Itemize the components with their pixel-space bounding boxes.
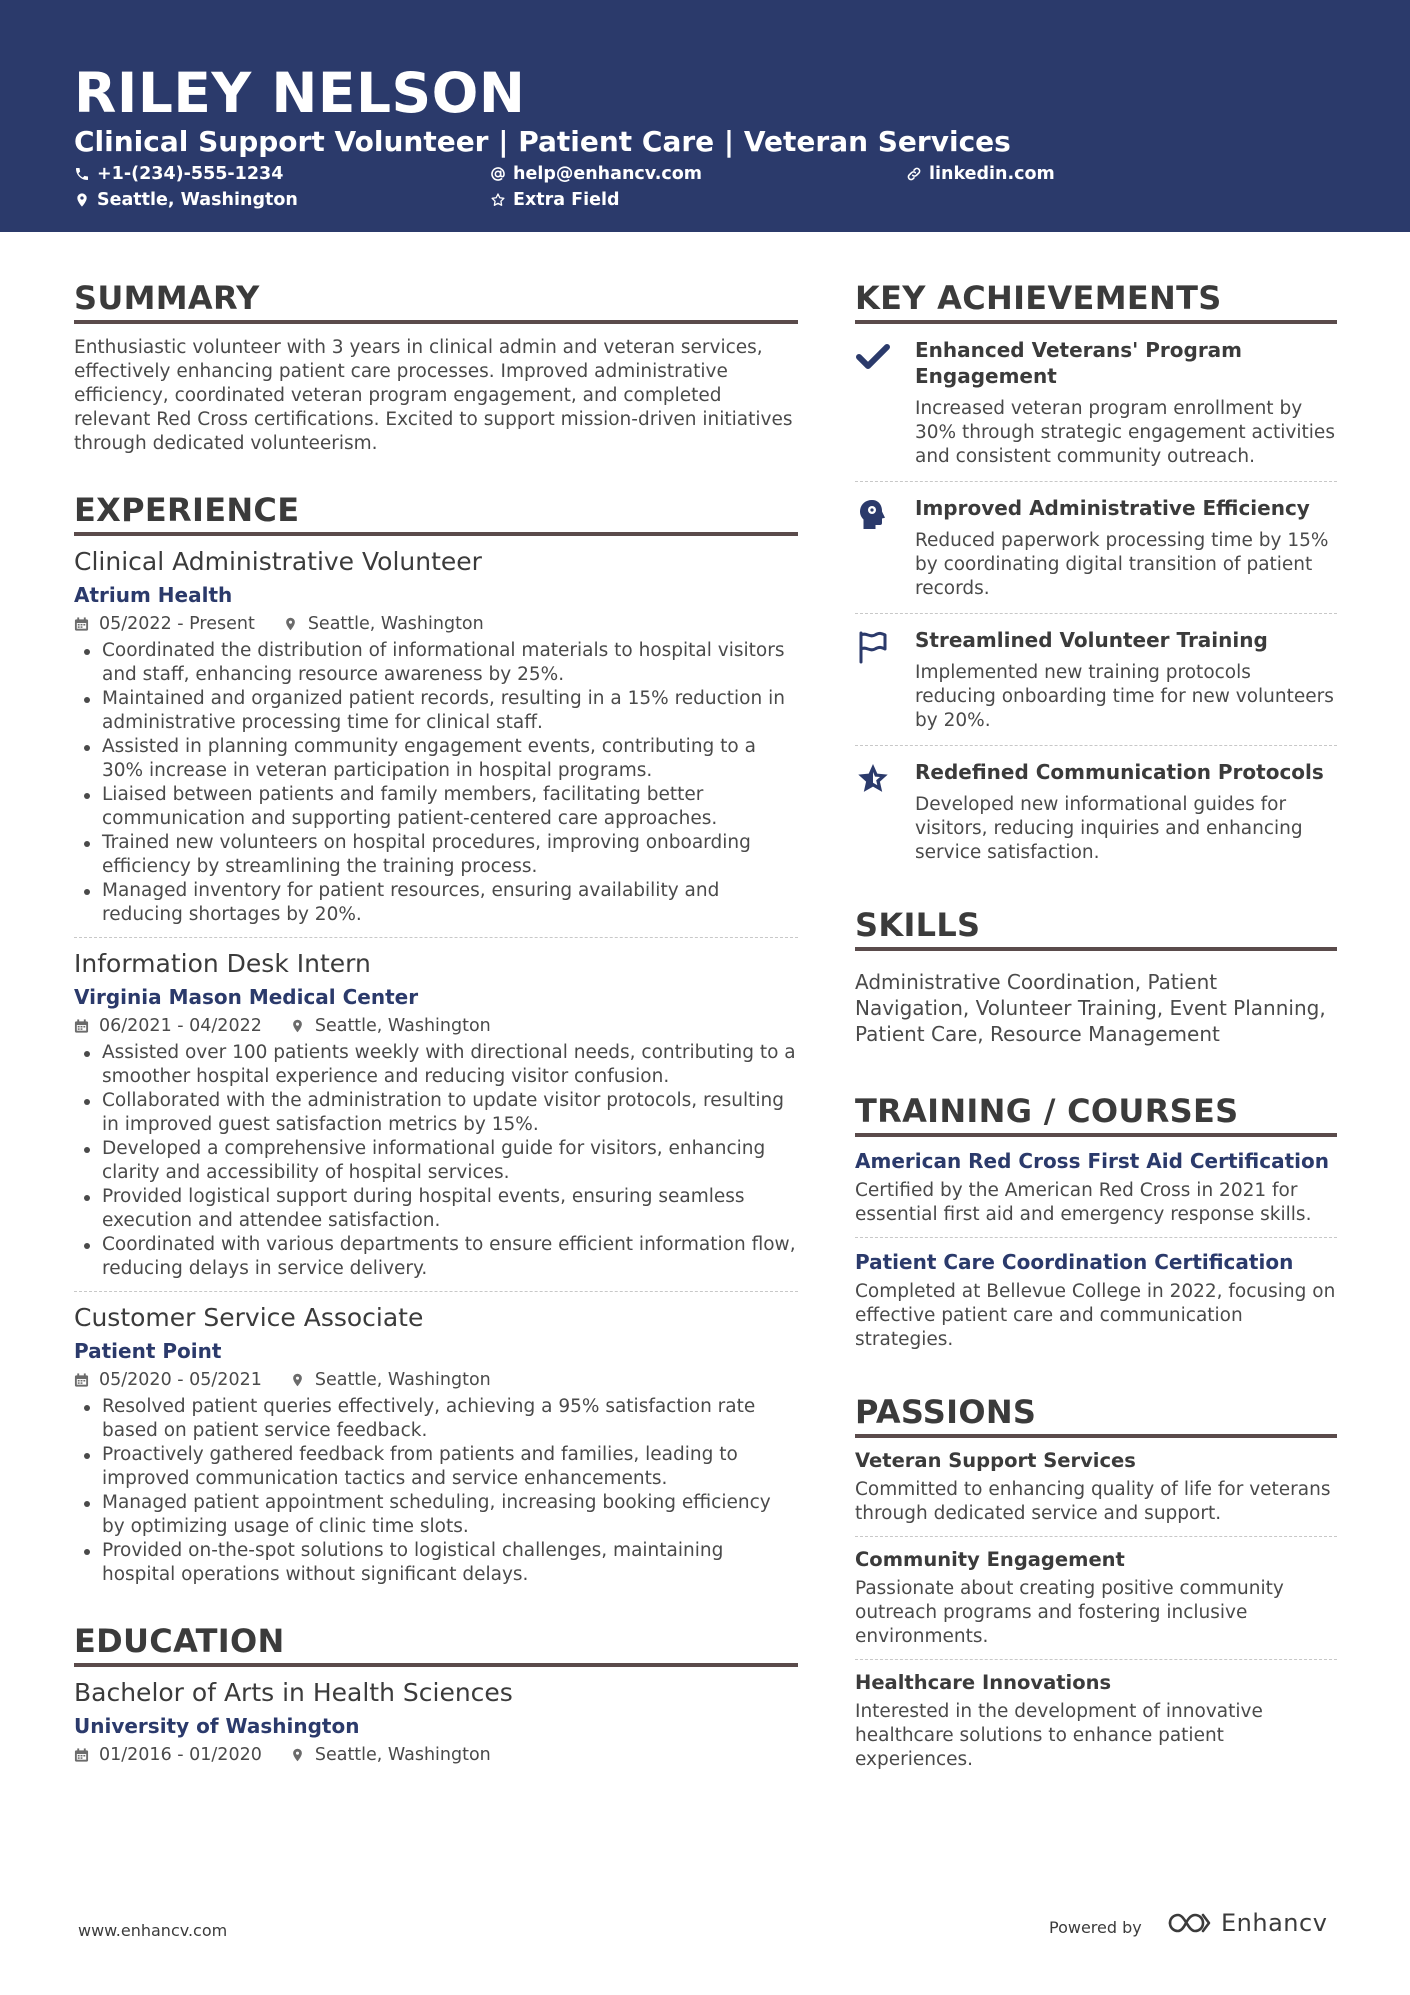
passion-title: Community Engagement	[855, 1548, 1125, 1571]
education-item	[74, 1667, 798, 1778]
passion-desc: Committed to enhancing quality of life for veterans through dedicated service and support.	[855, 1479, 1331, 1524]
calendar-icon	[74, 1372, 89, 1388]
passion-desc: Passionate about creating positive community outreach programs and fostering inclusive environments.	[855, 1578, 1284, 1647]
job-company: Virginia Mason Medical Center	[74, 985, 419, 1009]
resume-header	[0, 0, 1410, 232]
contact-email[interactable]	[490, 162, 702, 186]
skills-text: Administrative Coordination, Patient Navigation, Volunteer Training, Event Planning, Patient Care, Resource Management	[855, 970, 1326, 1046]
achievement-title: Redefined Communication Protocols	[915, 760, 1324, 784]
job-bullets	[74, 1395, 798, 1587]
job-bullet: Assisted in planning community engagement events, contributing to a 30% increase in veteran participation in hospital programs.	[74, 735, 798, 783]
checkmark-icon	[855, 339, 891, 375]
achievement-title: Improved Administrative Efficiency	[915, 496, 1310, 520]
job-bullets	[74, 639, 798, 927]
job-bullet: Developed a comprehensive informational guide for visitors, enhancing clarity and accessibility of hospital services.	[74, 1137, 798, 1185]
star-outline-icon	[490, 192, 506, 208]
achievement-desc: Implemented new training protocols reducing onboarding time for new volunteers by 20%.	[915, 662, 1334, 731]
contact-linkedin[interactable]	[906, 162, 1055, 186]
achievement-desc: Developed new informational guides for visitors, reducing inquiries and enhancing service satisfaction.	[915, 794, 1303, 863]
education-school: University of Washington	[74, 1714, 360, 1738]
education-degree: Bachelor of Arts in Health Sciences	[74, 1678, 513, 1707]
passion-desc: Interested in the development of innovative healthcare solutions to enhance patient experiences.	[855, 1701, 1263, 1770]
job-location: Seattle, Washington	[307, 614, 484, 634]
job-meta	[74, 1013, 798, 1039]
contact-linkedin-text: linkedin.com	[929, 164, 1055, 184]
achievement-item	[855, 613, 1337, 745]
experience-section	[74, 490, 798, 1597]
job-dates: 05/2022 - Present	[99, 614, 255, 634]
head-profile-icon	[855, 497, 891, 533]
achievement-title: Streamlined Volunteer Training	[915, 628, 1268, 652]
enhancv-brand-text: Enhancv	[1221, 1909, 1328, 1937]
job-bullet: Provided logistical support during hospital events, ensuring seamless execution and attendee satisfaction.	[74, 1185, 798, 1233]
achievement-item	[855, 745, 1337, 877]
contact-location-text: Seattle, Washington	[97, 190, 298, 210]
contact-extra	[490, 188, 620, 212]
right-column	[855, 278, 1337, 1782]
contact-email-text: help@enhancv.com	[513, 164, 703, 184]
contact-phone[interactable]	[74, 162, 283, 186]
experience-item	[74, 937, 798, 1291]
training-heading: TRAINING / COURSES	[855, 1091, 1337, 1137]
candidate-name: RILEY NELSON	[74, 61, 526, 125]
location-pin-icon	[74, 192, 90, 208]
summary-heading: SUMMARY	[74, 278, 798, 324]
training-title: Patient Care Coordination Certification	[855, 1250, 1294, 1274]
achievements-heading: KEY ACHIEVEMENTS	[855, 278, 1337, 324]
passion-item	[855, 1659, 1337, 1782]
contact-phone-text: +1-(234)-555-1234	[97, 164, 284, 184]
calendar-icon	[74, 1018, 89, 1034]
contact-extra-text: Extra Field	[513, 190, 620, 210]
job-location: Seattle, Washington	[314, 1016, 491, 1036]
passion-item	[855, 1438, 1337, 1536]
enhancv-logo-icon	[1167, 1909, 1213, 1937]
achievements-section	[855, 278, 1337, 877]
flag-icon	[855, 629, 891, 665]
job-bullet: Assisted over 100 patients weekly with directional needs, contributing to a smoother hospital experience and reducing visitor confusion.	[74, 1041, 798, 1089]
achievement-item	[855, 324, 1337, 481]
job-bullet: Liaised between patients and family members, facilitating better communication and supporting patient-centered care approaches.	[74, 783, 798, 831]
location-pin-icon	[290, 1018, 305, 1034]
job-title: Clinical Administrative Volunteer	[74, 547, 482, 576]
phone-icon	[74, 166, 90, 182]
summary-section	[74, 278, 798, 456]
job-title: Customer Service Associate	[74, 1303, 424, 1332]
job-dates: 05/2020 - 05/2021	[99, 1370, 262, 1390]
passion-title: Veteran Support Services	[855, 1449, 1136, 1472]
job-location: Seattle, Washington	[314, 1370, 491, 1390]
job-bullet: Collaborated with the administration to update visitor protocols, resulting in improved guest satisfaction metrics by 15%.	[74, 1089, 798, 1137]
achievement-title: Enhanced Veterans' Program Engagement	[915, 338, 1243, 388]
location-pin-icon	[283, 616, 298, 632]
education-dates: 01/2016 - 01/2020	[99, 1745, 262, 1765]
star-icon	[855, 761, 891, 797]
job-company: Atrium Health	[74, 583, 233, 607]
education-heading: EDUCATION	[74, 1621, 798, 1667]
achievement-desc: Reduced paperwork processing time by 15% by coordinating digital transition of patient records.	[915, 530, 1329, 599]
job-bullet: Coordinated with various departments to ensure efficient information flow, reducing delays in service delivery.	[74, 1233, 798, 1281]
job-title: Information Desk Intern	[74, 949, 371, 978]
experience-item	[74, 1291, 798, 1597]
education-meta	[74, 1742, 798, 1768]
experience-item	[74, 536, 798, 937]
footer-website[interactable]: www.enhancv.com	[78, 1921, 228, 1940]
passion-item	[855, 1536, 1337, 1659]
contact-location	[74, 188, 298, 212]
job-bullets	[74, 1041, 798, 1281]
passion-title: Healthcare Innovations	[855, 1671, 1112, 1694]
experience-heading: EXPERIENCE	[74, 490, 798, 536]
training-item	[855, 1137, 1337, 1237]
skills-heading: SKILLS	[855, 905, 1337, 951]
left-column	[74, 278, 798, 1778]
calendar-icon	[74, 1747, 89, 1763]
training-desc: Completed at Bellevue College in 2022, focusing on effective patient care and communication strategies.	[855, 1281, 1336, 1350]
candidate-title: Clinical Support Volunteer | Patient Care | Veteran Services	[74, 125, 1011, 158]
achievement-item	[855, 481, 1337, 613]
passions-section	[855, 1392, 1337, 1782]
at-icon	[490, 166, 506, 182]
summary-text: Enthusiastic volunteer with 3 years in clinical admin and veteran services, effectively enhancing patient care processes. Improved administrative efficiency, coordinated veteran program engagement, and completed relevant Red Cross certifications. Excited to support mission-driven initiatives through dedicated volunteerism.	[74, 337, 793, 454]
achievement-desc: Increased veteran program enrollment by 30% through strategic engagement activities and consistent community outreach.	[915, 398, 1335, 467]
job-bullet: Coordinated the distribution of informational materials to hospital visitors and staff, enhancing resource awareness by 25%.	[74, 639, 798, 687]
job-meta	[74, 1367, 798, 1393]
skills-section	[855, 905, 1337, 1047]
job-bullet: Trained new volunteers on hospital procedures, improving onboarding efficiency by streamlining the training process.	[74, 831, 798, 879]
training-desc: Certified by the American Red Cross in 2021 for essential first aid and emergency response skills.	[855, 1180, 1312, 1225]
education-location: Seattle, Washington	[314, 1745, 491, 1765]
job-bullet: Resolved patient queries effectively, achieving a 95% satisfaction rate based on patient service feedback.	[74, 1395, 798, 1443]
job-dates: 06/2021 - 04/2022	[99, 1016, 262, 1036]
job-bullet: Provided on-the-spot solutions to logistical challenges, maintaining hospital operations without significant delays.	[74, 1539, 798, 1587]
job-meta	[74, 611, 798, 637]
job-bullet: Maintained and organized patient records, resulting in a 15% reduction in administrative processing time for clinical staff.	[74, 687, 798, 735]
job-bullet: Managed patient appointment scheduling, increasing booking efficiency by optimizing usage of clinic time slots.	[74, 1491, 798, 1539]
training-section	[855, 1091, 1337, 1362]
enhancv-logo[interactable]	[1167, 1909, 1327, 1937]
location-pin-icon	[290, 1747, 305, 1763]
footer-powered-by: Powered by	[1049, 1918, 1142, 1937]
passions-heading: PASSIONS	[855, 1392, 1337, 1438]
calendar-icon	[74, 616, 89, 632]
job-bullet: Managed inventory for patient resources, ensuring availability and reducing shortages by 20%.	[74, 879, 798, 927]
education-section	[74, 1621, 798, 1778]
training-item	[855, 1237, 1337, 1362]
job-bullet: Proactively gathered feedback from patients and families, leading to improved communication tactics and service enhancements.	[74, 1443, 798, 1491]
location-pin-icon	[290, 1372, 305, 1388]
job-company: Patient Point	[74, 1339, 222, 1363]
training-title: American Red Cross First Aid Certification	[855, 1149, 1329, 1173]
link-icon	[906, 166, 922, 182]
